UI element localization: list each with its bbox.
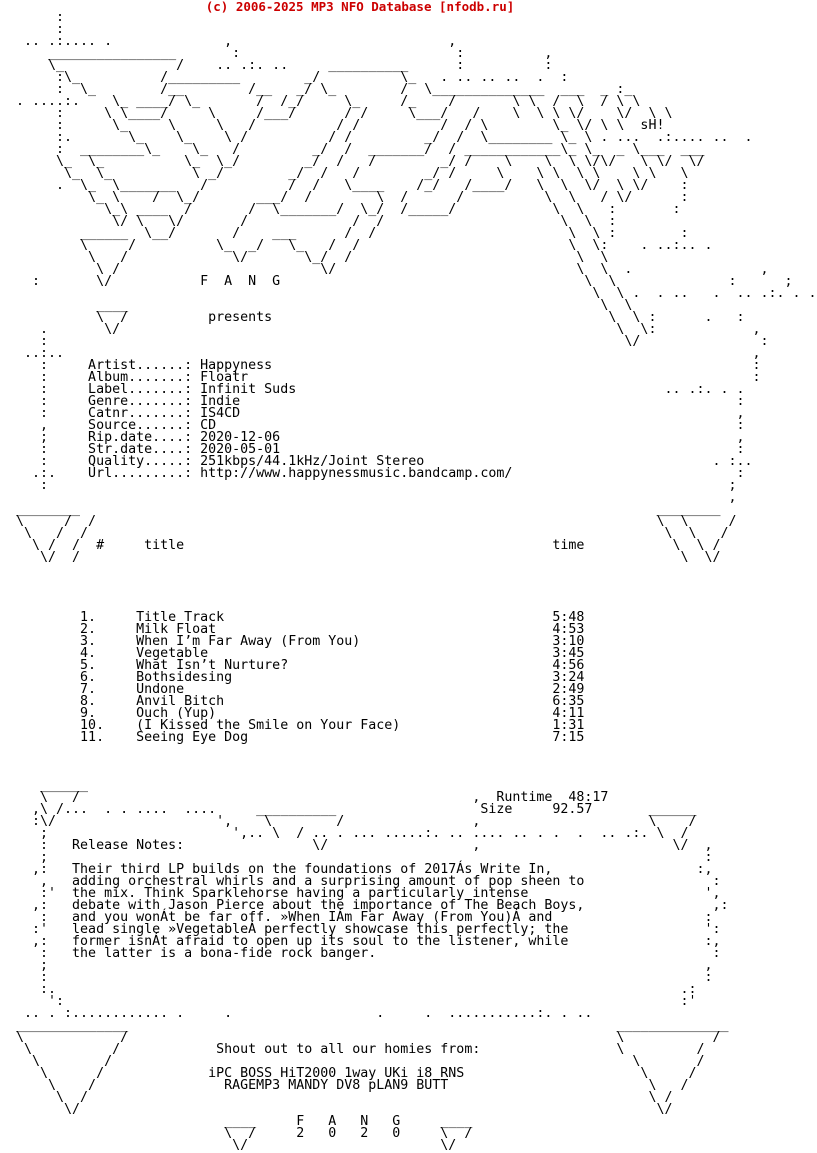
nfo-line (0, 588, 720, 600)
nfo-line: \ / 2 0 2 0 \ / (0, 1126, 473, 1141)
nfo-line: : Release Notes: \/ , \/ , (0, 838, 713, 853)
nfo-line: : Quality.....: 251kbps/44.1kHz/Joint Stereo . :.. (0, 454, 753, 469)
nfo-line: \/ \/ (0, 1138, 457, 1153)
nfo-line: 2. Milk Float 4:53 (0, 622, 585, 637)
nfo-line: :' the mix. Think Sparklehorse having a particularly intense ', (0, 886, 721, 901)
nfo-line: ____ \ \ (0, 298, 633, 313)
nfo-line: : (0, 10, 65, 25)
nfo-line: \ / \ / (0, 1090, 673, 1105)
nfo-line: ': :' (0, 994, 697, 1009)
nfo-line: .:. Url.........: http://www.happynessmusic.bandcamp.com/ : (0, 466, 745, 481)
nfo-line (0, 564, 720, 576)
nfo-line: . \_ \_______ / / / \____ /_/ /____/ \ \ \/ \ \/ : (0, 178, 689, 193)
nfo-line: , Source......: CD : (0, 418, 745, 433)
nfodb-banner: (c) 2006-2025 MP3 NFO Database [nfodb.ru] (205, 0, 515, 14)
nfo-line (0, 756, 720, 768)
nfo-line: : the latter is a bona-fide rock banger. : (0, 946, 721, 961)
nfo-text-block (0, 10, 817, 1153)
nfo-line: , adding orchestral whirls and a surprising amount of pop sheen to : (0, 874, 721, 889)
nfo-line: ,: debate with Jason Pierce about the importance of The Beach Boys, ,: (0, 898, 729, 913)
nfo-line: \ / iPC BOSS HiT2000 1way UKi i8 RNS \ / (0, 1066, 697, 1081)
nfo-line: : Label.......: Infinit Suds .. .:. . . (0, 382, 745, 397)
nfo-line (0, 744, 720, 756)
nfo-line: ________ ________ (0, 502, 721, 517)
nfo-line: : ; (0, 478, 737, 493)
nfo-line: \ / Shout out to all our homies from: \ / (0, 1042, 705, 1057)
nfo-line: ..:.. , (0, 346, 761, 361)
nfo-line: ________________ : : , (0, 46, 553, 61)
nfo-line: : Catnr.......: IS4CD , (0, 406, 745, 421)
nfo-line: : \_ \ \ / / / / / \ \_ \/ \ \ sH! (0, 118, 665, 133)
nfo-line: \_ \_ \ _/ _/ / / _/ / \ \ \ \ \ \ \ \ (0, 166, 689, 181)
nfo-line: : (0, 22, 65, 37)
nfo-line: :. \_ \_ \ / / / _/ / \________ \_ \ . ... .:.... .. . (0, 130, 753, 145)
nfo-line: ; ',.. \ / .. . ... .....:. .. .... .. . . . .. .:. \ / (0, 826, 689, 841)
nfo-line: :\_ /_________ _/ \_ . .. .. .. . : (0, 70, 569, 85)
nfo-line: ,: Their third LP builds on the foundations of 2017Ás Write In, :, (0, 862, 713, 877)
nfo-line: ; , (0, 958, 713, 973)
nfo-line: .. . :............ . . . . ...........:. . .. (0, 1006, 593, 1021)
nfo-line: :' lead single »VegetableÁ perfectly showcase this perfectly; the ': (0, 922, 721, 937)
nfo-line: 11. Seeing Eye Dog 7:15 (0, 730, 585, 745)
nfo-line: : Str.date....: 2020-05-01 : (0, 442, 745, 457)
nfo-line: ; : (0, 850, 713, 865)
nfo-line: \_\ ____ / / \_______/ \_/ /_____/ \ \ : : (0, 202, 681, 217)
nfo-line: ,\ /... . . .... .... __________ Size 92.57 ______ (0, 802, 697, 817)
nfo-line (0, 576, 720, 588)
nfo-line: ; Rip.date....: 2020-12-06 , (0, 430, 745, 445)
nfo-line: : : (0, 970, 713, 985)
nfo-line: \/ \/ (0, 1102, 673, 1117)
nfo-line: 1. Title Track 5:48 (0, 610, 585, 625)
nfo-line: . \/ \ \: , (0, 322, 761, 337)
nfo-line: :\/ ', \ / , \ / (0, 814, 697, 829)
nfo-line (0, 768, 720, 780)
nfo-line: :. .: (0, 982, 697, 997)
nfo-line: \ / \/ \ \ . , (0, 262, 769, 277)
nfo-line: 5. What Isn’t Nurture? 4:56 (0, 658, 585, 673)
nfo-line: \ / presents \ \ : . : (0, 310, 745, 325)
nfo-line: 10. (I Kissed the Smile on Your Face) 1:31 (0, 718, 585, 733)
nfo-line: : Artist......: Happyness : (0, 358, 761, 373)
nfo-line: : Album.......: Floatr : (0, 370, 761, 385)
nfo-line: : and you wonÁt be far off. »When IÁm Far Away (From You)Á and : (0, 910, 713, 925)
nfo-line: \ \ . . .. . .. .:. . . (0, 286, 817, 301)
nfo-line: : \/ : (0, 334, 769, 349)
nfo-line: ,: former isnÁt afraid to open up its soul to the listener, while :, (0, 934, 721, 949)
nfo-line: .. .:.... . , , (0, 34, 457, 49)
nfo-line: ____ F A N G ____ (0, 1114, 473, 1129)
nfo-line: : Genre.......: Indie : (0, 394, 745, 409)
nfo-line: 8. Anvil Bitch 6:35 (0, 694, 585, 709)
nfo-line: \_ \ / \_/ ___/ / \ / / \ \ / \/ : (0, 190, 689, 205)
nfo-line: 4. Vegetable 3:45 (0, 646, 585, 661)
nfo-line: 9. Ouch (Yup) 4:11 (0, 706, 585, 721)
nfo-line: 7. Undone 2:49 (0, 682, 585, 697)
nfo-line: \ / / \ \ / (0, 526, 729, 541)
nfo-line: : \/ F A N G \ \ : ; (0, 274, 793, 289)
nfo-line: \ / / \ \ / (0, 514, 737, 529)
nfo-line: \_ / .. .:. .. __________ : : (0, 58, 553, 73)
nfo-line: \/ / \ \/ (0, 550, 721, 565)
nfo-line: \_ \_ \_ \_/ _/ / / _/ / \ \ \ \/\/ \ \/ \/ (0, 154, 705, 169)
nfo-line: 3. When I’m Far Away (From You) 3:10 (0, 634, 585, 649)
nfo-line: \ / , Runtime 48:17 (0, 790, 609, 805)
nfo-line: \ / \ / (0, 1054, 705, 1069)
nfo-line: : \_ /__ /__ _/ \_ / \______________ ___ _ :_ (0, 82, 633, 97)
nfo-line: ______ \__/ / ___ / / \ \ : : (0, 226, 689, 241)
nfo-line: \ / RAGEMP3 MANDY DV8 pLAN9 BUTT \ / (0, 1078, 689, 1093)
nfo-line: \ / / # title time \ \ / (0, 538, 721, 553)
nfo-line: 6. Bothsidesing 3:24 (0, 670, 585, 685)
nfo-line: \ / \/ \_/ / \ \ (0, 250, 609, 265)
nfo-line: ______ (0, 778, 89, 793)
nfo-line: \ / \ / (0, 1030, 721, 1045)
nfo-line: . ....:. \_ ____/ \_ / /_/ \_ /_ / \ \ / \ / \ \ (0, 94, 641, 109)
nfo-line: \ / \_ _/ \_ / / \ \: . ..:.. . (0, 238, 713, 253)
nfo-line: \/ \ \/ / / / \ \ : (0, 214, 617, 229)
nfo-line: , (0, 490, 737, 505)
nfo-line: : \ \____/ \ /___/ / / \___/ / \ \ \ \/ \/ \ \ (0, 106, 673, 121)
nfo-line: ______________ ______________ (0, 1018, 729, 1033)
nfo-line: : ________\_ \_ / _/ / _______/ / ____________\_ \_ _ \___ ___ (0, 142, 705, 157)
